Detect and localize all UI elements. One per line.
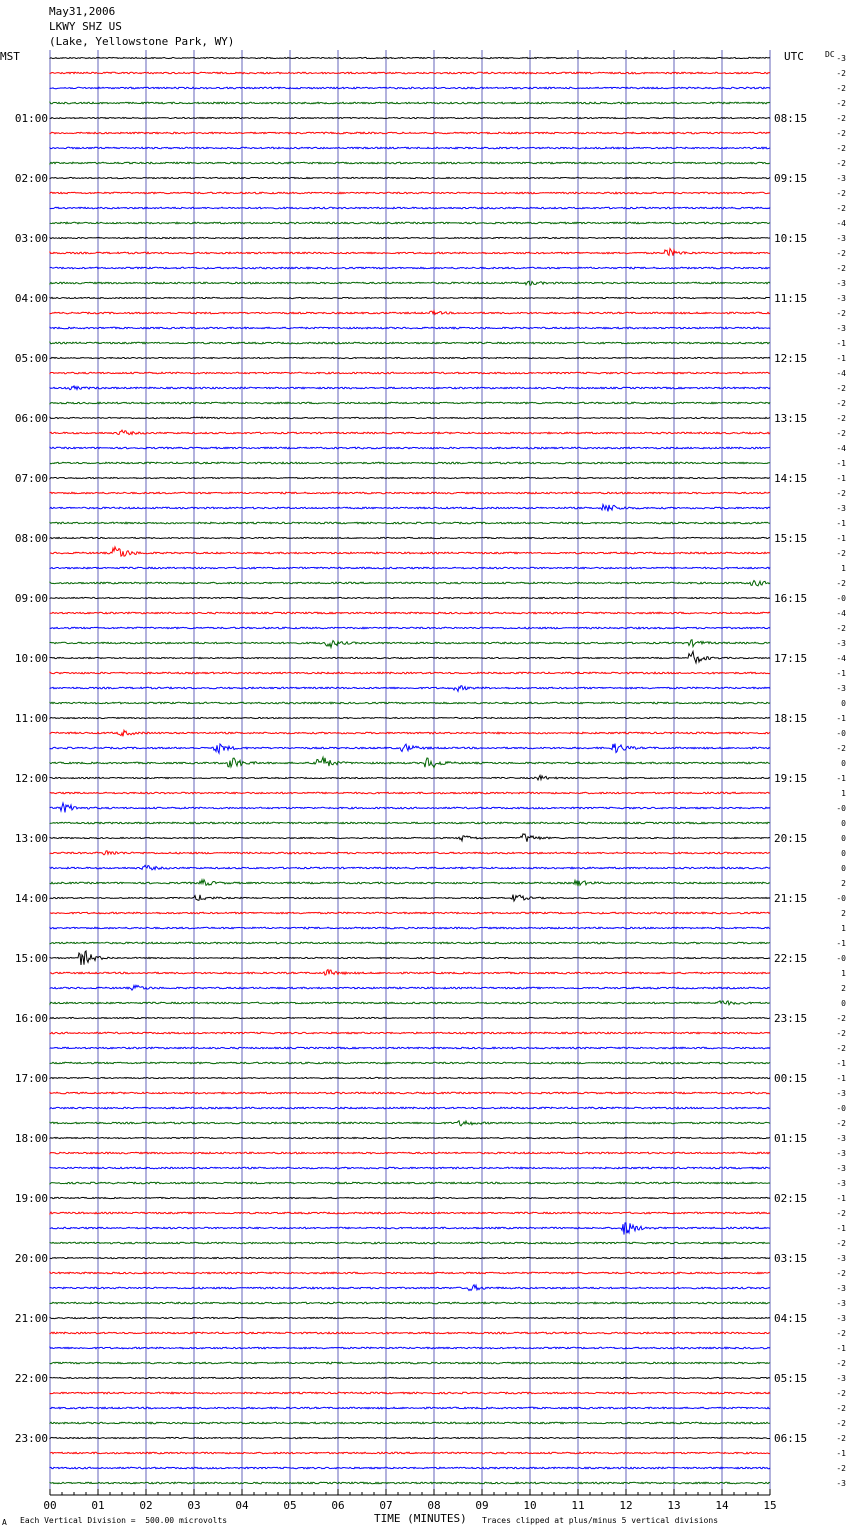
- dc-offset-label: 2: [841, 879, 846, 888]
- dc-offset-label: -2: [836, 99, 846, 108]
- seismic-trace: [50, 822, 770, 824]
- dc-offset-label: -3: [836, 1254, 846, 1263]
- right-time-label: 19:15: [774, 772, 808, 785]
- seismic-trace: [50, 792, 770, 794]
- dc-offset-label: -3: [836, 54, 846, 63]
- seismic-trace: [50, 775, 770, 780]
- dc-offset-label: -1: [836, 939, 846, 948]
- dc-offset-label: 1: [841, 969, 846, 978]
- seismic-trace: [50, 597, 770, 598]
- dc-offset-label: -2: [836, 1119, 846, 1128]
- seismic-trace: [50, 1223, 770, 1235]
- right-time-label: 00:15: [774, 1072, 808, 1085]
- seismic-trace: [50, 1077, 770, 1078]
- seismic-trace: [50, 492, 770, 494]
- dc-offset-label: -3: [836, 1299, 846, 1308]
- seismic-trace: [50, 1197, 770, 1198]
- left-time-label: 12:00: [14, 772, 48, 785]
- dc-offset-label: -2: [836, 579, 846, 588]
- left-time-label: 14:00: [14, 892, 48, 905]
- seismic-trace: [50, 834, 770, 842]
- seismic-trace: [50, 505, 770, 512]
- dc-offset-label: 0: [841, 834, 846, 843]
- dc-offset-label: 0: [841, 999, 846, 1008]
- dc-offset-label: -1: [836, 519, 846, 528]
- right-time-label: 04:15: [774, 1312, 808, 1325]
- dc-offset-label: -2: [836, 1464, 846, 1473]
- dc-offset-label: -2: [836, 69, 846, 78]
- footer-mark: A: [2, 1518, 7, 1527]
- seismic-trace: [50, 1032, 770, 1034]
- dc-offset-label: -3: [836, 684, 846, 693]
- dc-offset-label: -2: [836, 249, 846, 258]
- x-tick-label: 05: [283, 1499, 297, 1512]
- dc-offset-label: -1: [836, 474, 846, 483]
- left-time-label: 01:00: [14, 112, 48, 125]
- dc-offset-label: -2: [836, 1044, 846, 1053]
- left-time-label: 07:00: [14, 472, 48, 485]
- dc-offset-label: 2: [841, 909, 846, 918]
- x-tick-label: 07: [379, 1499, 393, 1512]
- right-time-label: 15:15: [774, 532, 808, 545]
- dc-label: DC: [825, 50, 835, 59]
- x-tick-label: 02: [139, 1499, 153, 1512]
- right-time-label: 09:15: [774, 172, 808, 185]
- dc-offset-label: -3: [836, 1374, 846, 1383]
- dc-offset-label: -3: [836, 174, 846, 183]
- dc-offset-label: -0: [836, 804, 846, 813]
- seismic-trace: [50, 702, 770, 704]
- dc-offset-label: -2: [836, 1404, 846, 1413]
- location-label: (Lake, Yellowstone Park, WY): [49, 35, 235, 48]
- seismic-trace: [50, 1107, 770, 1109]
- seismic-trace: [50, 1437, 770, 1438]
- seismic-trace: [50, 1062, 770, 1064]
- clip-note: Traces clipped at plus/minus 5 vertical divisions: [482, 1516, 719, 1525]
- x-tick-label: 09: [475, 1499, 489, 1512]
- left-time-label: 09:00: [14, 592, 48, 605]
- seismic-trace: [50, 1001, 770, 1005]
- seismic-trace: [50, 281, 770, 285]
- x-tick-label: 08: [427, 1499, 441, 1512]
- dc-offset-label: -2: [836, 1239, 846, 1248]
- dc-offset-label: 0: [841, 759, 846, 768]
- seismic-trace: [50, 1017, 770, 1018]
- left-time-label: 05:00: [14, 352, 48, 365]
- dc-offset-label: 0: [841, 849, 846, 858]
- seismic-trace: [50, 1452, 770, 1454]
- dc-offset-label: -1: [836, 669, 846, 678]
- seismic-trace: [50, 927, 770, 929]
- dc-offset-label: -2: [836, 144, 846, 153]
- seismic-trace: [50, 851, 770, 855]
- seismic-trace: [50, 1317, 770, 1318]
- left-time-label: 15:00: [14, 952, 48, 965]
- right-time-label: 01:15: [774, 1132, 808, 1145]
- right-time-label: 12:15: [774, 352, 808, 365]
- dc-offset-label: -2: [836, 189, 846, 198]
- dc-offset-label: -1: [836, 1449, 846, 1458]
- date-label: May31,2006: [49, 5, 116, 18]
- dc-offset-label: -1: [836, 354, 846, 363]
- dc-offset-label: -3: [836, 279, 846, 288]
- dc-offset-label: -2: [836, 744, 846, 753]
- seismic-trace: [50, 1362, 770, 1364]
- seismic-trace: [50, 730, 770, 736]
- seismic-trace: [50, 1167, 770, 1169]
- dc-offset-label: -2: [836, 129, 846, 138]
- right-time-label: 23:15: [774, 1012, 808, 1025]
- seismic-trace: [50, 522, 770, 524]
- left-time-label: 08:00: [14, 532, 48, 545]
- seismic-trace: [50, 651, 770, 663]
- dc-offset-label: 0: [841, 819, 846, 828]
- seismic-trace: [50, 1467, 770, 1469]
- seismic-trace: [50, 895, 770, 901]
- dc-offset-label: 2: [841, 984, 846, 993]
- dc-offset-label: -3: [836, 1164, 846, 1173]
- x-tick-label: 13: [667, 1499, 681, 1512]
- seismic-trace: [50, 803, 770, 812]
- seismic-trace: [50, 207, 770, 209]
- right-time-label: 08:15: [774, 112, 808, 125]
- dc-offset-label: 0: [841, 699, 846, 708]
- dc-offset-label: -2: [836, 159, 846, 168]
- dc-offset-label: 1: [841, 564, 846, 573]
- x-tick-label: 01: [91, 1499, 105, 1512]
- seismic-trace: [50, 1332, 770, 1334]
- dc-offset-label: -3: [836, 324, 846, 333]
- dc-offset-label: -2: [836, 1029, 846, 1038]
- dc-offset-label: -2: [836, 1329, 846, 1338]
- dc-offset-label: -3: [836, 1314, 846, 1323]
- right-time-label: 13:15: [774, 412, 808, 425]
- dc-offset-label: -1: [836, 339, 846, 348]
- seismic-trace: [50, 612, 770, 614]
- seismic-trace: [50, 327, 770, 329]
- dc-offset-label: -1: [836, 459, 846, 468]
- seismic-trace: [50, 192, 770, 194]
- x-tick-label: 04: [235, 1499, 249, 1512]
- seismic-trace: [50, 417, 770, 419]
- trace-group: [50, 54, 846, 1488]
- dc-offset-label: 1: [841, 924, 846, 933]
- dc-offset-label: -2: [836, 429, 846, 438]
- dc-offset-label: 0: [841, 864, 846, 873]
- seismic-trace: [50, 462, 770, 464]
- seismic-trace: [50, 1047, 770, 1049]
- dc-offset-label: -1: [836, 1224, 846, 1233]
- dc-offset-label: -4: [836, 609, 846, 618]
- dc-offset-label: -0: [836, 594, 846, 603]
- x-tick-label: 00: [43, 1499, 57, 1512]
- seismic-trace: [50, 162, 770, 164]
- left-zone-label: MST: [0, 50, 20, 63]
- seismic-trace: [50, 1347, 770, 1349]
- dc-offset-label: -0: [836, 894, 846, 903]
- dc-offset-label: -0: [836, 1104, 846, 1113]
- dc-offset-label: -2: [836, 309, 846, 318]
- seismic-trace: [50, 477, 770, 478]
- left-time-label: 02:00: [14, 172, 48, 185]
- left-time-label: 22:00: [14, 1372, 48, 1385]
- seismic-trace: [50, 672, 770, 674]
- seismic-trace: [50, 1137, 770, 1138]
- dc-offset-label: -3: [836, 1149, 846, 1158]
- dc-offset-label: -2: [836, 414, 846, 423]
- seismic-trace: [50, 942, 770, 944]
- seismic-trace: [50, 1121, 770, 1126]
- dc-offset-label: -1: [836, 714, 846, 723]
- x-tick-label: 10: [523, 1499, 537, 1512]
- right-time-label: 10:15: [774, 232, 808, 245]
- dc-offset-label: -4: [836, 444, 846, 453]
- dc-offset-label: -1: [836, 534, 846, 543]
- left-time-label: 13:00: [14, 832, 48, 845]
- seismic-trace: [50, 970, 770, 976]
- dc-offset-label: -4: [836, 219, 846, 228]
- right-zone-label: UTC: [784, 50, 804, 63]
- left-time-label: 04:00: [14, 292, 48, 305]
- seismic-trace: [50, 537, 770, 538]
- left-time-label: 11:00: [14, 712, 48, 725]
- seismic-trace: [50, 717, 770, 718]
- right-time-label: 18:15: [774, 712, 808, 725]
- left-time-label: 20:00: [14, 1252, 48, 1265]
- seismic-trace: [50, 372, 770, 374]
- dc-offset-label: -3: [836, 1179, 846, 1188]
- left-time-label: 19:00: [14, 1192, 48, 1205]
- seismic-trace: [50, 1422, 770, 1424]
- seismic-trace: [50, 1152, 770, 1154]
- dc-offset-label: -1: [836, 1344, 846, 1353]
- dc-offset-label: -3: [836, 639, 846, 648]
- right-time-label: 03:15: [774, 1252, 808, 1265]
- seismic-trace: [50, 951, 770, 965]
- left-time-label: 23:00: [14, 1432, 48, 1445]
- seismic-trace: [50, 912, 770, 914]
- dc-offset-label: -2: [836, 1209, 846, 1218]
- x-tick-label: 11: [571, 1499, 585, 1512]
- seismic-trace: [50, 117, 770, 118]
- seismic-trace: [50, 865, 770, 869]
- left-time-label: 21:00: [14, 1312, 48, 1325]
- dc-offset-label: -2: [836, 399, 846, 408]
- dc-offset-label: -2: [836, 1434, 846, 1443]
- left-time-label: 03:00: [14, 232, 48, 245]
- x-tick-label: 15: [763, 1499, 777, 1512]
- right-time-label: 17:15: [774, 652, 808, 665]
- seismic-trace: [50, 237, 770, 238]
- seismic-trace: [50, 102, 770, 104]
- dc-offset-label: -2: [836, 114, 846, 123]
- seismic-trace: [50, 249, 770, 256]
- seismic-trace: [50, 402, 770, 404]
- seismic-trace: [50, 447, 770, 449]
- right-time-label: 14:15: [774, 472, 808, 485]
- right-time-label: 21:15: [774, 892, 808, 905]
- seismic-trace: [50, 567, 770, 569]
- dc-offset-label: -2: [836, 489, 846, 498]
- seismic-trace: [50, 1392, 770, 1394]
- seismic-trace: [50, 1092, 770, 1094]
- right-time-label: 02:15: [774, 1192, 808, 1205]
- dc-offset-label: -4: [836, 654, 846, 663]
- seismic-trace: [50, 147, 770, 149]
- seismic-trace: [50, 430, 770, 435]
- seismic-trace: [50, 177, 770, 178]
- dc-offset-label: -2: [836, 84, 846, 93]
- left-time-label: 17:00: [14, 1072, 48, 1085]
- seismic-trace: [50, 581, 770, 586]
- seismic-trace: [50, 386, 770, 390]
- seismic-trace: [50, 686, 770, 692]
- seismic-trace: [50, 357, 770, 358]
- seismic-trace: [50, 985, 770, 990]
- seismic-trace: [50, 222, 770, 224]
- right-time-label: 06:15: [774, 1432, 808, 1445]
- x-tick-label: 12: [619, 1499, 633, 1512]
- right-time-label: 05:15: [774, 1372, 808, 1385]
- dc-offset-label: -1: [836, 774, 846, 783]
- dc-offset-label: -1: [836, 1059, 846, 1068]
- x-axis: [43, 1489, 776, 1512]
- dc-offset-label: -2: [836, 384, 846, 393]
- vertical-grid: [50, 50, 770, 1494]
- right-time-label: 16:15: [774, 592, 808, 605]
- dc-offset-label: -0: [836, 729, 846, 738]
- x-tick-label: 14: [715, 1499, 729, 1512]
- dc-offset-label: -2: [836, 1014, 846, 1023]
- x-tick-label: 06: [331, 1499, 345, 1512]
- seismic-trace: [50, 640, 770, 648]
- dc-offset-label: -2: [836, 1389, 846, 1398]
- seismic-trace: [50, 87, 770, 89]
- right-time-label: 11:15: [774, 292, 808, 305]
- seismic-trace: [50, 1182, 770, 1184]
- seismic-trace: [50, 1377, 770, 1378]
- dc-offset-label: -2: [836, 624, 846, 633]
- seismic-trace: [50, 1482, 770, 1484]
- seismic-trace: [50, 132, 770, 134]
- dc-offset-label: -1: [836, 1074, 846, 1083]
- seismic-trace: [50, 297, 770, 298]
- seismic-trace: [50, 547, 770, 556]
- seismic-trace: [50, 757, 770, 767]
- seismic-trace: [50, 627, 770, 629]
- seismic-trace: [50, 267, 770, 269]
- x-axis-title: TIME (MINUTES): [374, 1512, 467, 1525]
- dc-offset-label: -2: [836, 204, 846, 213]
- left-time-label: 16:00: [14, 1012, 48, 1025]
- dc-offset-label: 1: [841, 789, 846, 798]
- dc-offset-label: -3: [836, 1089, 846, 1098]
- dc-offset-label: -3: [836, 1134, 846, 1143]
- dc-offset-label: -3: [836, 1479, 846, 1488]
- seismic-trace: [50, 1212, 770, 1214]
- station-label: LKWY SHZ US: [49, 20, 122, 33]
- dc-offset-label: -2: [836, 549, 846, 558]
- right-time-label: 20:15: [774, 832, 808, 845]
- seismic-trace: [50, 744, 770, 754]
- dc-offset-label: -1: [836, 1194, 846, 1203]
- seismic-trace: [50, 57, 770, 58]
- seismic-trace: [50, 880, 770, 887]
- seismic-trace: [50, 1242, 770, 1244]
- seismic-trace: [50, 1407, 770, 1409]
- seismic-trace: [50, 1272, 770, 1274]
- dc-offset-label: -4: [836, 369, 846, 378]
- seismic-trace: [50, 1302, 770, 1304]
- x-tick-label: 03: [187, 1499, 201, 1512]
- dc-offset-label: -2: [836, 1419, 846, 1428]
- dc-offset-label: -2: [836, 264, 846, 273]
- seismic-trace: [50, 342, 770, 344]
- dc-offset-label: -3: [836, 234, 846, 243]
- dc-offset-label: -3: [836, 504, 846, 513]
- left-time-label: 18:00: [14, 1132, 48, 1145]
- dc-offset-label: -3: [836, 1284, 846, 1293]
- seismic-trace: [50, 1257, 770, 1258]
- dc-offset-label: -2: [836, 1359, 846, 1368]
- left-time-label: 10:00: [14, 652, 48, 665]
- seismic-trace: [50, 72, 770, 74]
- dc-offset-label: -0: [836, 954, 846, 963]
- dc-offset-label: -3: [836, 294, 846, 303]
- dc-offset-label: -2: [836, 1269, 846, 1278]
- left-time-label: 06:00: [14, 412, 48, 425]
- seismic-trace: [50, 1285, 770, 1291]
- scale-note: Each Vertical Division = 500.00 microvolts: [20, 1516, 228, 1525]
- seismic-trace: [50, 311, 770, 315]
- right-time-label: 22:15: [774, 952, 808, 965]
